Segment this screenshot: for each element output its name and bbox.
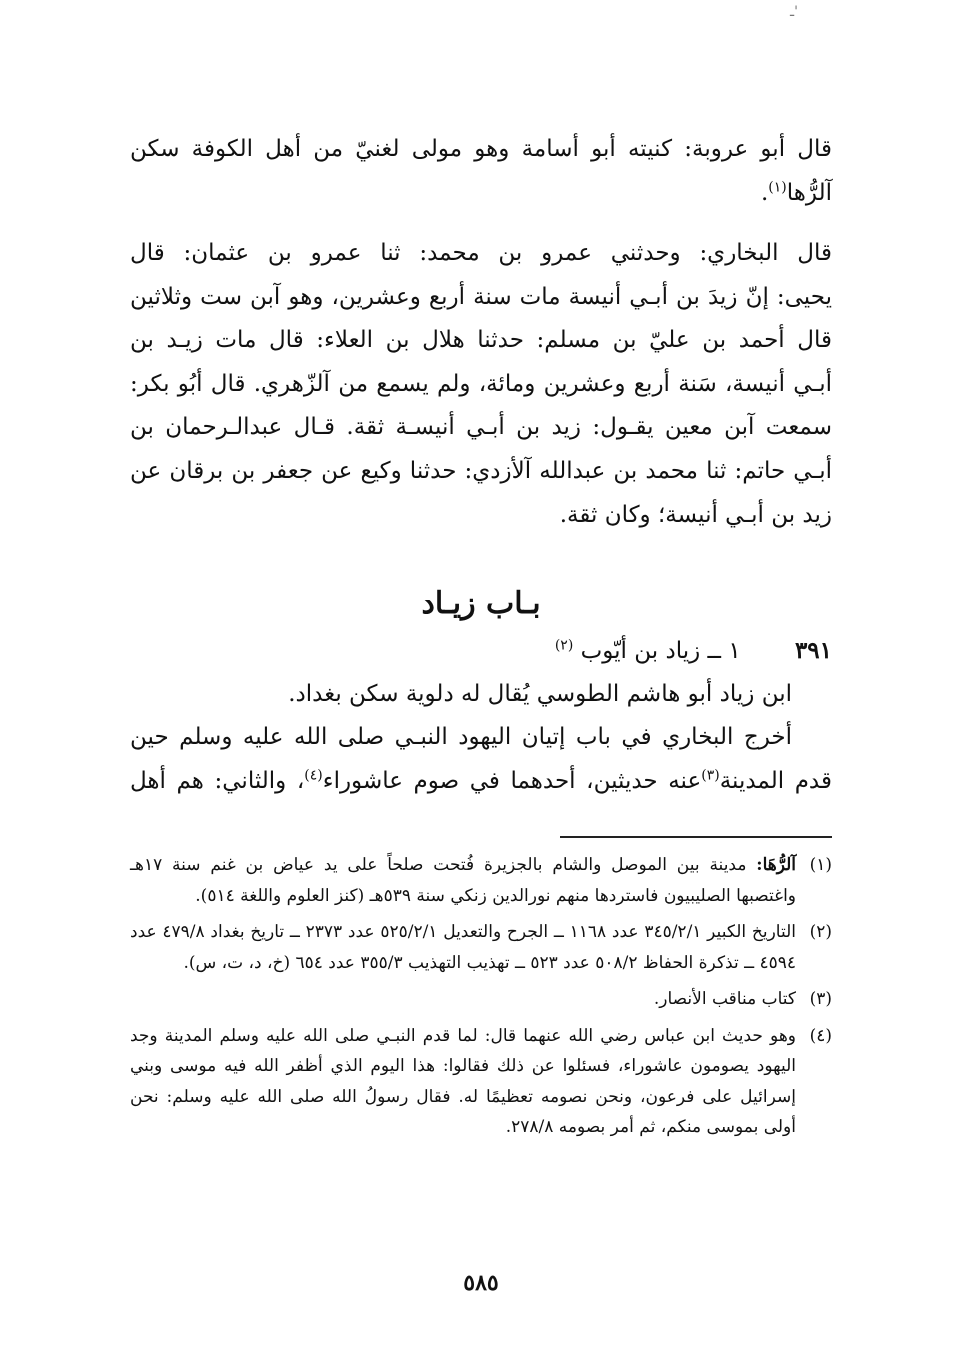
text-line: قال أحمد بن عليّ بن مسلم: حدثنا هلال بن العلاء: قال مات زيـد بن: [130, 327, 832, 354]
text-line: قال البخاري: وحدثني عمرو بن محمد: ثنا عمرو بن عثمان: قال: [130, 240, 832, 266]
footnote-text: [130, 984, 796, 1015]
footnote: [130, 917, 832, 978]
text-line: سمعت آبن معين يقـول: زيد بن أبـي أنيسـة ثقة. قـال عبدالـرحمان بن: [130, 414, 832, 441]
text-line: أبـي أنيسة، سَنة أربع وعشرين ومائة، ولم يسمع من آلزّهري. قال أبُو بكر:: [130, 370, 832, 397]
entry-dash: ــ: [707, 638, 722, 664]
footnote-number: (١): [809, 855, 832, 875]
text-line: زيد بن أبـي أنيسة؛ وكان ثقة.: [559, 501, 832, 528]
text-segment: .: [760, 179, 769, 206]
footnote-number: (٣): [809, 989, 832, 1009]
footnote: [130, 850, 832, 911]
text-line: أبـي حاتم: ثنا محمد بن عبدالله آلأزدي: حدثنا وكيع عن جعفر بن برقان عن: [130, 457, 832, 484]
footnote-body: مدينة بين الموصل والشام بالجزيرة فُتحت صلحاً على يد عياض بن غنم سنة ١٧هـ واغتصبها الصليبيون فاستردها منهم نورالدين زنكي سنة ٥٣٩هـ (كنز العلوم واللغة ٥١٤).: [130, 855, 796, 906]
footnote-ref[interactable]: (٣): [701, 766, 720, 783]
footnote-number: (٤): [809, 1025, 832, 1046]
section-heading: بـاب زيـاد: [421, 586, 541, 621]
paragraph-abu-aruba: [130, 128, 832, 215]
text-line: أخرج البخاري في باب إتيان اليهود النبـي صلى الله عليه وسلم حين: [130, 724, 792, 750]
footnote-text: [130, 917, 796, 978]
paragraph-bukhari: [130, 232, 832, 537]
text-segment: قدم المدينة: [719, 767, 833, 794]
text-line: [130, 760, 832, 804]
footnote: [130, 1021, 832, 1143]
footnote-body: كتاب مناقب الأنصار.: [653, 989, 796, 1009]
footnote-divider: [560, 836, 832, 838]
text-line: قال أبو عروبة: كنيته أبو أسامة وهو مولى لغنيّ من أهل الكوفة سكن: [130, 136, 832, 162]
footnote-text: [130, 850, 796, 911]
footnote-title: آلرُّهَا:: [756, 855, 796, 875]
footnote: [130, 984, 832, 1015]
text-segment: عنه حديثين، أحدهما في صوم عاشوراء: [322, 767, 702, 794]
footnote-ref[interactable]: (١): [768, 178, 787, 195]
footnote-body: وهو حديث ابن عباس رضي الله عنهما قال: لما قدم النبـي صلى الله عليه وسلم المدينة وجد اليهود يصومون عاشوراء، فسئلوا عن ذلك فقالوا: هذا اليوم الذي أظفر الله فيه موسى وبني إسرائيل على فرعون، ونحن نصومه تعظيمًا له. فقال رسولُ الله صلى الله عليه وسلم: نحن أولى بموسى منكم، ثم أمر بصومه ٢٧٨/٨.: [130, 1025, 796, 1137]
text-line: ابن زياد أبو هاشم الطوسي يُقال له دلوية سكن بغداد.: [288, 681, 792, 707]
footnote-text: [130, 1021, 796, 1143]
entry-number: ٣٩١: [794, 637, 832, 664]
text-segment: ، والثاني: هم أهل: [130, 767, 305, 794]
footnote-body: التاريخ الكبير ٣٤٥/٢/١ عدد ١١٦٨ ــ الجرح والتعديل ٥٢٥/٢/١ عدد ٢٣٧٣ ــ تاريخ بغداد ٤٧٩/٨ عدد ٤٥٩٤ ــ تذكرة الحفاظ ٥٠٨/٢ عدد ٥٢٣ ــ تهذيب التهذيب ٣٥٥/٣ عدد ٦٥٤ (خ، د، ت، س).: [130, 922, 796, 973]
entry-index: ١: [728, 638, 741, 664]
text-line: يحيى: إنّ زيدَ بن أبـي أنيسة مات سنة أربع وعشرين، وهو آبن ست وثلاثين: [130, 283, 832, 310]
page-number: ٥٨٥: [463, 1270, 499, 1296]
footnotes: [130, 850, 832, 1149]
paragraph-description: [130, 673, 832, 717]
text-segment: آلرُّها: [786, 179, 832, 206]
entry-header: [130, 633, 832, 669]
footnote-ref[interactable]: (٢): [554, 637, 574, 654]
page: [130, 120, 832, 1320]
corner-mark: ـ': [790, 4, 798, 20]
paragraph-bukhari-narration: [130, 716, 832, 803]
entry-name: زياد بن أيّوب: [580, 638, 701, 664]
footnote-ref[interactable]: (٤): [304, 766, 323, 783]
text-line: [130, 172, 832, 216]
footnote-number: (٢): [809, 922, 832, 942]
